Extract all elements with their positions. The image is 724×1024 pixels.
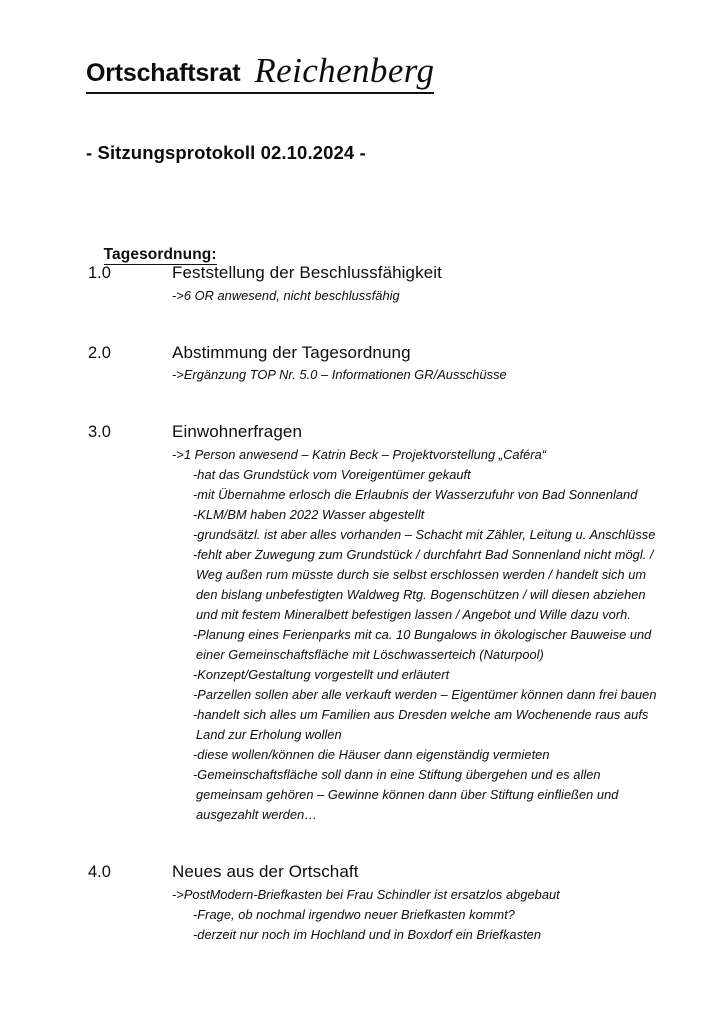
- agenda-item-notes: [0, 365, 724, 385]
- agenda-note-primary: ->6 OR anwesend, nicht beschlussfähig: [172, 287, 400, 303]
- agenda-note-detail: -diese wollen/können die Häuser dann eigenständig vermieten: [193, 746, 550, 762]
- agenda-item-notes: [0, 885, 724, 945]
- agenda-note-detail: -Konzept/Gestaltung vorgestellt und erläutert: [193, 666, 450, 682]
- masthead-place-name: Reichenberg: [254, 51, 435, 90]
- agenda-heading-label: Tagesordnung:: [103, 246, 217, 263]
- agenda-list: [0, 262, 724, 955]
- agenda-item-header: [0, 342, 724, 364]
- agenda-note-detail: -Frage, ob nochmal irgendwo neuer Briefkasten kommt?: [193, 906, 515, 922]
- agenda-note-detail: -mit Übernahme erlosch die Erlaubnis der Wasserzufuhr von Bad Sonnenland: [193, 486, 638, 502]
- agenda-note-detail: Land zur Erholung wollen: [196, 726, 342, 742]
- agenda-item: [0, 421, 724, 825]
- agenda-item-header: [0, 861, 724, 883]
- agenda-note-primary: ->Ergänzung TOP Nr. 5.0 – Informationen GR/Ausschüsse: [172, 367, 507, 383]
- agenda-item-title: Neues aus der Ortschaft: [172, 861, 359, 881]
- agenda-item-header: [0, 262, 724, 284]
- agenda-item: [0, 262, 724, 306]
- agenda-note-detail: -hat das Grundstück vom Voreigentümer gekauft: [193, 466, 471, 482]
- agenda-item-header: [0, 421, 724, 443]
- agenda-item-spacer: [0, 835, 724, 861]
- agenda-item-number: 3.0: [88, 423, 111, 442]
- agenda-note-detail: und mit festem Mineralbett befestigen lassen / Angebot und Wille dazu vorh.: [196, 606, 631, 622]
- agenda-note-detail: gemeinsam gehören – Gewinne können dann über Stiftung einfließen und: [196, 786, 619, 802]
- agenda-item-number: 4.0: [88, 862, 111, 881]
- agenda-item-notes: [0, 286, 724, 306]
- agenda-note-primary: ->PostModern-Briefkasten bei Frau Schindler ist ersatzlos abgebaut: [172, 886, 560, 902]
- agenda-note-primary: ->1 Person anwesend – Katrin Beck – Projektvorstellung „Caféra“: [172, 446, 547, 462]
- agenda-note-detail: ausgezahlt werden…: [196, 806, 318, 822]
- agenda-note-detail: den bislang unbefestigten Waldweg Rtg. Bogenschützen / will diesen abziehen: [196, 586, 646, 602]
- agenda-note-detail: -grundsätzl. ist aber alles vorhanden – Schacht mit Zähler, Leitung u. Anschlüsse: [193, 526, 656, 542]
- agenda-note-detail: -derzeit nur noch im Hochland und in Boxdorf ein Briefkasten: [193, 926, 541, 942]
- document-masthead: [86, 52, 434, 94]
- agenda-item: [0, 342, 724, 386]
- document-subtitle: - Sitzungsprotokoll 02.10.2024 -: [86, 142, 366, 163]
- agenda-note-detail: Weg außen rum müsste durch sie selbst erschlossen werden / handelt sich um: [196, 566, 647, 582]
- agenda-note-detail: einer Gemeinschaftsfläche mit Löschwasserteich (Naturpool): [196, 646, 544, 662]
- agenda-item-number: 2.0: [88, 343, 111, 362]
- agenda-note-detail: -handelt sich alles um Familien aus Dresden welche am Wochenende raus aufs: [193, 706, 649, 722]
- agenda-note-detail: -Planung eines Ferienparks mit ca. 10 Bungalows in ökologischer Bauweise und: [193, 626, 652, 642]
- agenda-item: [0, 861, 724, 945]
- agenda-note-detail: -Gemeinschaftsfläche soll dann in eine Stiftung übergehen und es allen: [193, 766, 601, 782]
- agenda-item-title: Feststellung der Beschlussfähigkeit: [172, 263, 442, 282]
- agenda-note-detail: -Parzellen sollen aber alle verkauft werden – Eigentümer können dann frei bauen: [193, 686, 657, 702]
- agenda-note-detail: -KLM/BM haben 2022 Wasser abgestellt: [193, 506, 425, 522]
- agenda-item-number: 1.0: [88, 264, 111, 282]
- agenda-item-spacer: [0, 316, 724, 342]
- agenda-item-spacer: [0, 395, 724, 421]
- agenda-note-detail: -fehlt aber Zuwegung zum Grundstück / durchfahrt Bad Sonnenland nicht mögl. /: [193, 546, 654, 562]
- masthead-organisation: Ortschaftsrat: [86, 59, 241, 87]
- agenda-item-title: Einwohnerfragen: [172, 422, 303, 442]
- agenda-item-title: Abstimmung der Tagesordnung: [172, 342, 411, 362]
- agenda-item-notes: [0, 445, 724, 825]
